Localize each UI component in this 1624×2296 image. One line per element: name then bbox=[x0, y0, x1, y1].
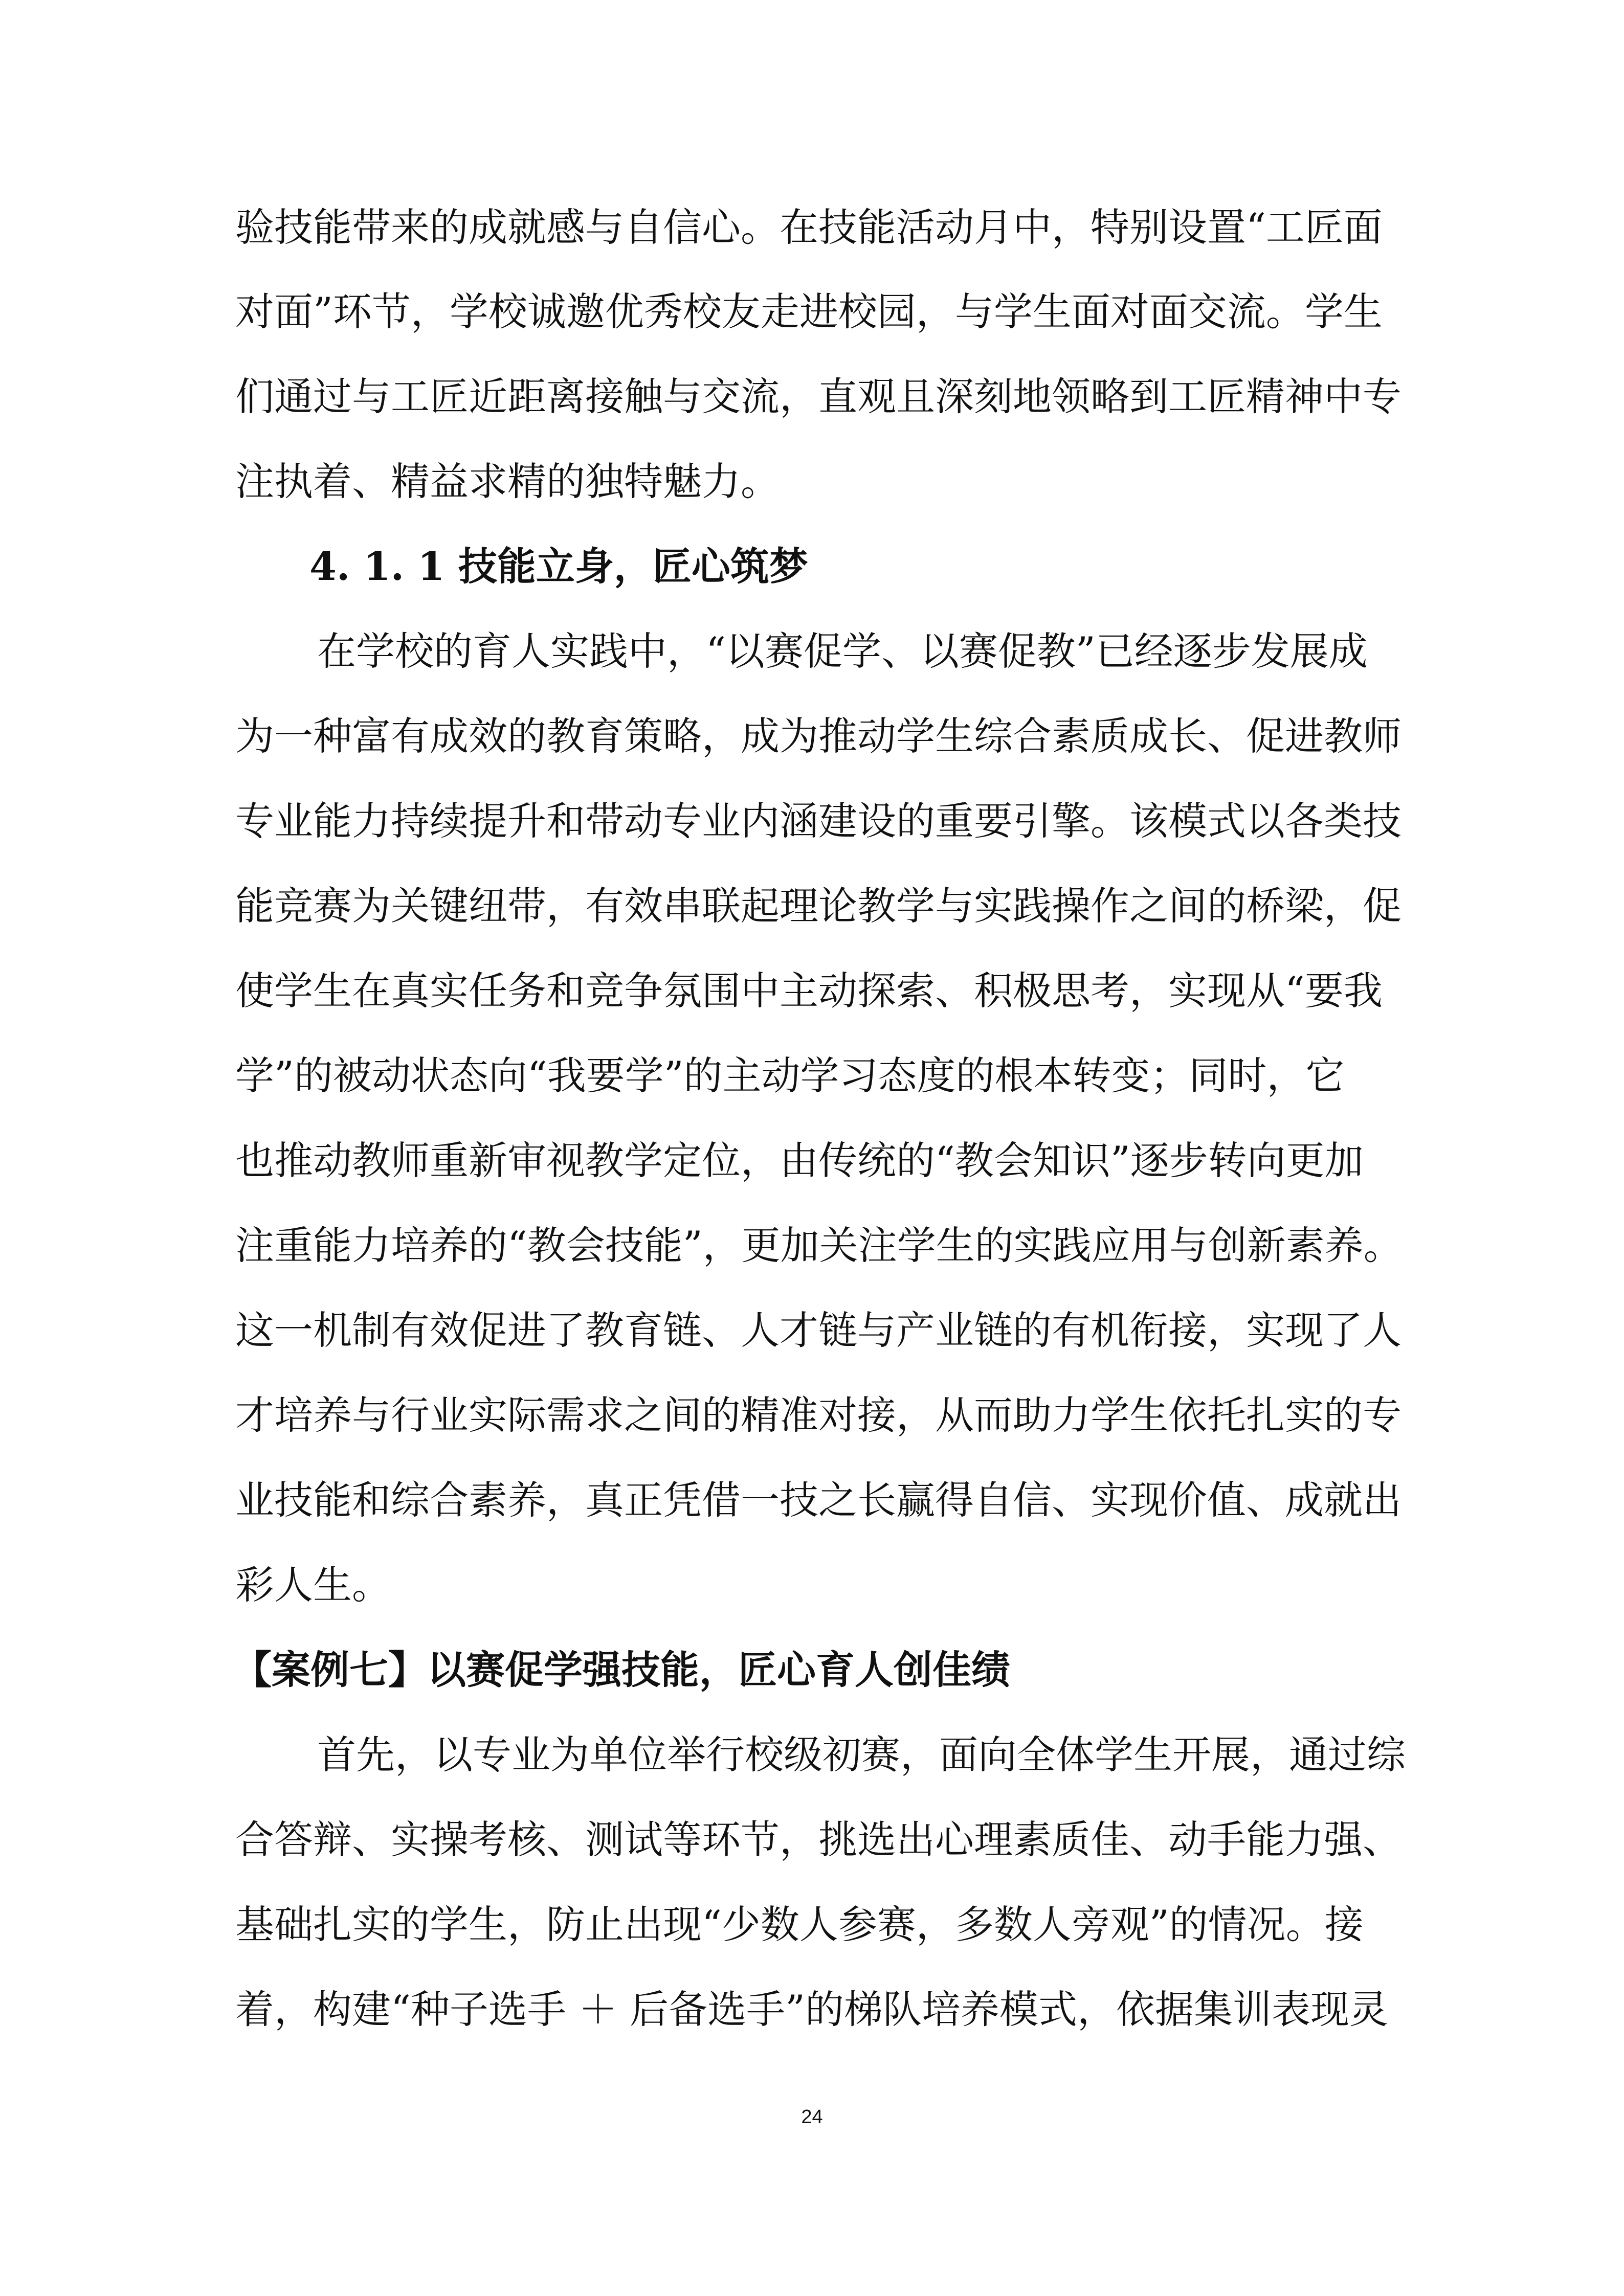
text-line: 才培养与行业实际需求之间的精准对接，从而助力学生依托扎实的专 bbox=[235, 1392, 1401, 1438]
text-line: 学”的被动状态向“我要学”的主动学习态度的根本转变；同时，它 bbox=[235, 1053, 1345, 1098]
text-line: 业技能和综合素养，真正凭借一技之长赢得自信、实现价值、成就出 bbox=[235, 1477, 1401, 1523]
text-line: 在学校的育人实践中，“以赛促学、以赛促教”已经逐步发展成 bbox=[317, 628, 1368, 674]
text-line: 们通过与工匠近距离接触与交流，直观且深刻地领略到工匠精神中专 bbox=[235, 374, 1401, 419]
section-heading: 4. 1. 1 技能立身，匠心筑梦 bbox=[309, 544, 808, 589]
text-line: 基础扎实的学生，防止出现“少数人参赛，多数人旁观”的情况。接 bbox=[235, 1902, 1364, 1947]
text-line: 验技能带来的成就感与自信心。在技能活动月中，特别设置“工匠面 bbox=[235, 205, 1383, 250]
text-line: 能竞赛为关键纽带，有效串联起理论教学与实践操作之间的桥梁，促 bbox=[235, 883, 1401, 929]
text-line: 使学生在真实任务和竞争氛围中主动探索、积极思考，实现从“要我 bbox=[235, 968, 1383, 1014]
text-line: 这一机制有效促进了教育链、人才链与产业链的有机衔接，实现了人 bbox=[235, 1308, 1401, 1353]
text-line: 首先，以专业为单位举行校级初赛，面向全体学生开展，通过综 bbox=[317, 1732, 1406, 1777]
text-line: 彩人生。 bbox=[235, 1562, 391, 1608]
page-number: 24 bbox=[801, 2106, 823, 2128]
text-line: 专业能力持续提升和带动专业内涵建设的重要引擎。该模式以各类技 bbox=[235, 798, 1401, 844]
text-line: 合答辩、实操考核、测试等环节，挑选出心理素质佳、动手能力强、 bbox=[235, 1817, 1401, 1862]
text-line: 注执着、精益求精的独特魅力。 bbox=[235, 459, 780, 504]
text-line: 也推动教师重新审视教学定位，由传统的“教会知识”逐步转向更加 bbox=[235, 1138, 1364, 1183]
text-line: 着，构建“种子选手 ＋ 后备选手”的梯队培养模式，依据集训表现灵 bbox=[235, 1987, 1389, 2032]
text-line: 为一种富有成效的教育策略，成为推动学生综合素质成长、促进教师 bbox=[235, 713, 1401, 759]
case-heading: 【案例七】以赛促学强技能，匠心育人创佳绩 bbox=[233, 1647, 1010, 1693]
text-line: 注重能力培养的“教会技能”，更加关注学生的实践应用与创新素养。 bbox=[235, 1223, 1403, 1268]
text-line: 对面”环节，学校诚邀优秀校友走进校园，与学生面对面交流。学生 bbox=[235, 289, 1383, 334]
